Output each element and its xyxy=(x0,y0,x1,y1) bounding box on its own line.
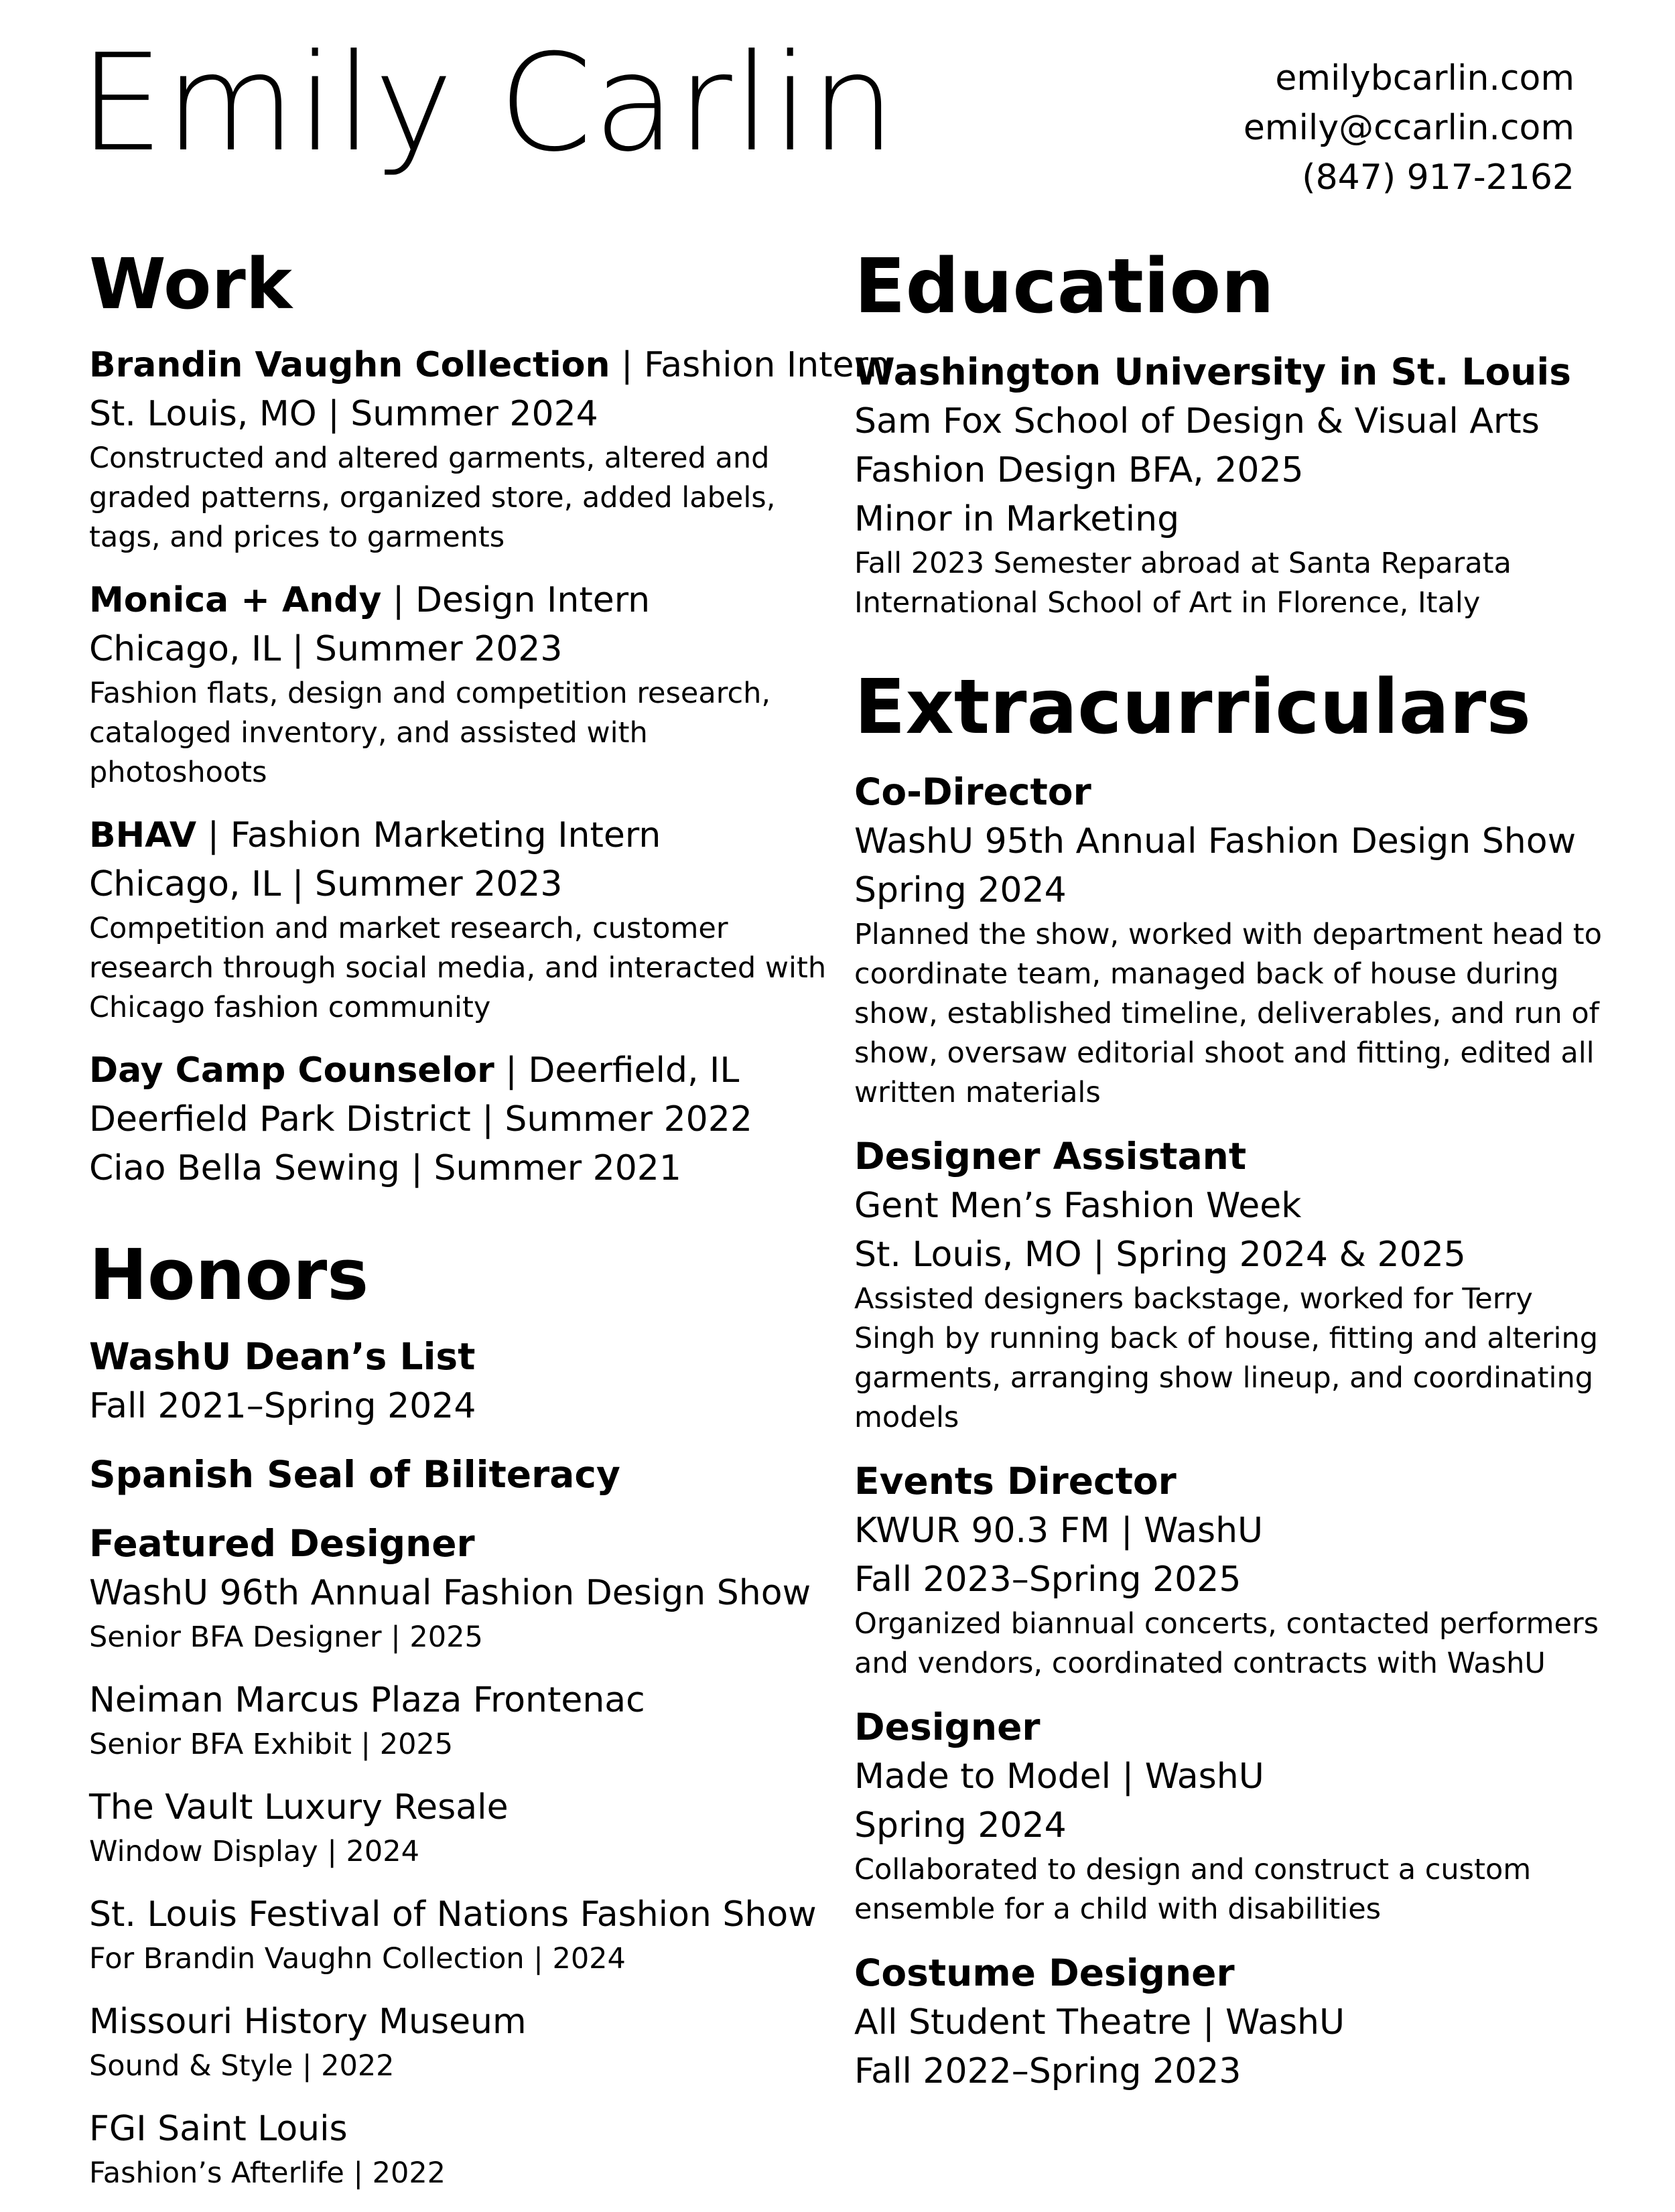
extracurricular-line: St. Louis, MO | Spring 2024 & 2025 xyxy=(854,1235,1466,1275)
education-heading: Education xyxy=(854,243,1274,330)
phone-number: (847) 917-2162 xyxy=(1302,157,1574,198)
contact-block xyxy=(1244,54,1574,202)
work-org: Day Camp Counselor xyxy=(89,1050,494,1091)
resume-name: Emily Carlin xyxy=(79,25,897,182)
extracurricular-line: Spring 2024 xyxy=(854,870,1067,911)
extracurricular-line: WashU 95th Annual Fashion Design Show xyxy=(854,821,1577,862)
work-meta: Ciao Bella Sewing | Summer 2021 xyxy=(89,1148,681,1189)
left-column xyxy=(89,243,890,2212)
work-meta: St. Louis, MO | Summer 2024 xyxy=(89,394,598,435)
featured-sub: Sound & Style | 2022 xyxy=(89,2049,395,2083)
work-description: Constructed and altered garments, altered and graded patterns, organized store, added labels, tags, and prices to garments xyxy=(89,441,776,555)
extracurricular-role: Co-Director xyxy=(854,770,1091,814)
honor-entry xyxy=(89,1519,833,1657)
work-entry xyxy=(89,811,833,1028)
extracurricular-entry xyxy=(854,1948,1618,2096)
work-role: | Deerfield, IL xyxy=(505,1050,740,1091)
extracurriculars-heading: Extracurriculars xyxy=(854,663,1532,751)
featured-sub: Senior BFA Designer | 2025 xyxy=(89,1620,483,1655)
extracurricular-role: Designer Assistant xyxy=(854,1135,1247,1178)
extracurricular-role: Costume Designer xyxy=(854,1951,1235,1995)
extracurricular-line: Made to Model | WashU xyxy=(854,1756,1264,1797)
extracurricular-description: Organized biannual concerts, contacted performers and vendors, coordinated contracts with WashU xyxy=(854,1607,1599,1681)
extracurricular-description: Planned the show, worked with department head to coordinate team, managed back of house during show, established timeline, deliverables, and run of show, oversaw editorial shoot and fitting, edited all written materials xyxy=(854,918,1602,1110)
featured-sub: For Brandin Vaughn Collection | 2024 xyxy=(89,1942,626,1976)
featured-sub: Senior BFA Exhibit | 2025 xyxy=(89,1728,454,1762)
featured-item xyxy=(89,1676,833,1765)
extracurricular-line: Gent Men’s Fashion Week xyxy=(854,1186,1302,1227)
work-org: Monica + Andy xyxy=(89,580,382,621)
featured-sub: Window Display | 2024 xyxy=(89,1835,419,1869)
extracurricular-line: All Student Theatre | WashU xyxy=(854,2002,1345,2043)
honor-title: WashU Dean’s List xyxy=(89,1335,476,1379)
work-role: | Fashion Marketing Intern xyxy=(207,815,661,856)
work-meta: Chicago, IL | Summer 2023 xyxy=(89,629,563,670)
extracurricular-line: Fall 2022–Spring 2023 xyxy=(854,2051,1242,2092)
education-line: Fashion Design BFA, 2025 xyxy=(854,450,1304,490)
extracurricular-line: Fall 2023–Spring 2025 xyxy=(854,1560,1242,1600)
extracurricular-role: Events Director xyxy=(854,1460,1177,1503)
extracurricular-description: Collaborated to design and construct a custom ensemble for a child with disabilities xyxy=(854,1853,1532,1927)
extracurricular-description: Assisted designers backstage, worked for Terry Singh by running back of house, fitting and altering garments, arranging show lineup, and coordinating models xyxy=(854,1282,1599,1435)
education-abroad: Fall 2023 Semester abroad at Santa Reparata International School of Art in Florence, Italy xyxy=(854,546,1512,620)
education-entry xyxy=(854,347,1618,623)
extracurricular-entry xyxy=(854,767,1618,1113)
honors-heading: Honors xyxy=(89,1234,369,1316)
work-entry xyxy=(89,576,833,792)
work-org: BHAV xyxy=(89,815,197,856)
extracurricular-line: KWUR 90.3 FM | WashU xyxy=(854,1511,1264,1551)
work-meta: Deerfield Park District | Summer 2022 xyxy=(89,1099,752,1140)
work-role: | Design Intern xyxy=(392,580,651,621)
work-meta: Chicago, IL | Summer 2023 xyxy=(89,864,563,905)
education-line: Minor in Marketing xyxy=(854,498,1180,539)
featured-name: FGI Saint Louis xyxy=(89,2109,348,2150)
work-entry-camp xyxy=(89,1046,833,1193)
featured-sub: Fashion’s Afterlife | 2022 xyxy=(89,2156,446,2191)
website-link[interactable]: emilybcarlin.com xyxy=(1275,58,1574,98)
school-name: Washington University in St. Louis xyxy=(854,350,1571,393)
honor-title: Featured Designer xyxy=(89,1522,475,1566)
work-description: Fashion flats, design and competition research, cataloged inventory, and assisted with photoshoots xyxy=(89,677,771,790)
work-org: Brandin Vaughn Collection xyxy=(89,345,610,386)
featured-item xyxy=(89,1890,833,1979)
extracurricular-role: Designer xyxy=(854,1706,1041,1749)
extracurricular-entry xyxy=(854,1456,1618,1683)
featured-name: Neiman Marcus Plaza Frontenac xyxy=(89,1680,645,1721)
featured-name: Missouri History Museum xyxy=(89,2002,527,2043)
right-column xyxy=(854,243,1618,2115)
honor-title: Spanish Seal of Biliteracy xyxy=(89,1453,620,1497)
honor-entry xyxy=(89,1332,833,1431)
work-role: | Fashion Intern xyxy=(621,345,890,386)
work-entry xyxy=(89,341,890,557)
email-link[interactable]: emily@ccarlin.com xyxy=(1243,108,1574,148)
featured-name: WashU 96th Annual Fashion Design Show xyxy=(89,1573,811,1614)
extracurricular-entry xyxy=(854,1131,1618,1438)
featured-item xyxy=(89,1783,833,1872)
education-line: Sam Fox School of Design & Visual Arts xyxy=(854,401,1540,441)
work-description: Competition and market research, customer research through social media, and interacted with Chicago fashion community xyxy=(89,912,827,1025)
honor-date: Fall 2021–Spring 2024 xyxy=(89,1386,476,1427)
featured-item xyxy=(89,1998,833,2086)
extracurricular-entry xyxy=(854,1702,1618,1929)
honor-entry xyxy=(89,1450,833,1500)
work-heading: Work xyxy=(89,243,292,325)
featured-item xyxy=(89,2105,833,2193)
featured-name: The Vault Luxury Resale xyxy=(89,1787,509,1828)
extracurricular-line: Spring 2024 xyxy=(854,1805,1067,1846)
featured-name: St. Louis Festival of Nations Fashion Show xyxy=(89,1894,817,1935)
